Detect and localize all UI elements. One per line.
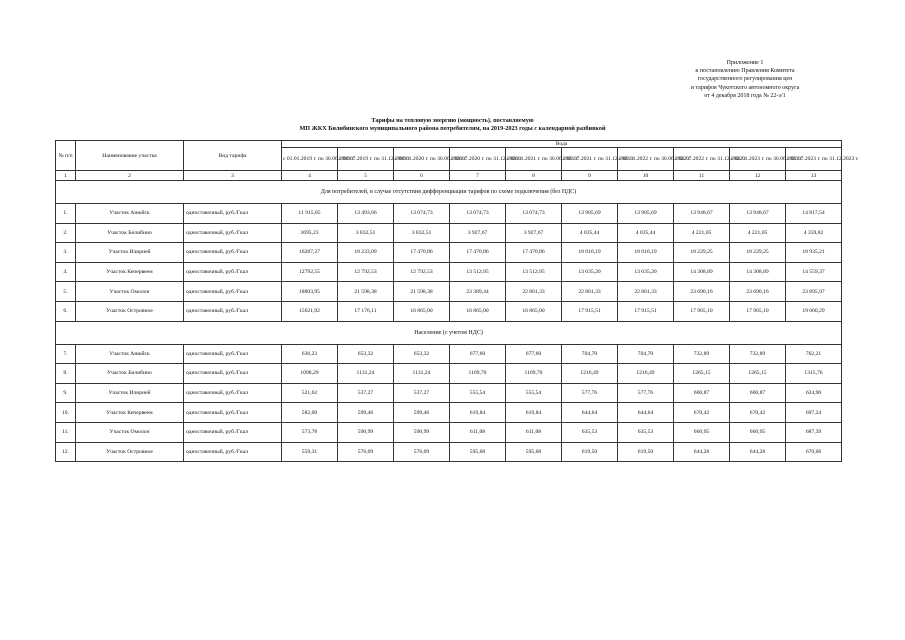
row-value: 599,46 — [394, 403, 450, 423]
row-value: 13 512,95 — [506, 262, 562, 282]
row-value: 1265,15 — [674, 364, 730, 384]
row-value: 619,84 — [450, 403, 506, 423]
table-row — [56, 243, 842, 263]
row-value: 624,90 — [786, 383, 842, 403]
row-value: 670,06 — [786, 442, 842, 462]
row-value: 18 229,25 — [730, 243, 786, 263]
header-period: с 01.01.2021 г. по 30.06.2021 г. — [506, 148, 562, 171]
row-value: 600,87 — [674, 383, 730, 403]
column-number: 3 — [184, 171, 282, 181]
row-tariff-type: одноставочный, руб./Гкал — [184, 364, 282, 384]
row-number: 4. — [56, 262, 76, 282]
row-value: 13 948,67 — [674, 204, 730, 224]
row-value: 619,50 — [562, 442, 618, 462]
row-value: 644,28 — [674, 442, 730, 462]
document-title — [0, 117, 905, 133]
row-site-name: Участок Омолон — [76, 422, 184, 442]
row-value: 17 965,10 — [730, 301, 786, 321]
row-value: 14 817,54 — [786, 204, 842, 224]
row-tariff-type: одноставочный, руб./Гкал — [184, 344, 282, 364]
row-value: 687,39 — [786, 422, 842, 442]
table-row — [56, 403, 842, 423]
title-line: Тарифы на тепловую энергию (мощность), поставляемую — [371, 117, 534, 124]
row-value: 21 598,38 — [394, 282, 450, 302]
row-value: 576,09 — [338, 442, 394, 462]
row-value: 644,64 — [562, 403, 618, 423]
header-period: с 01.07.2020 г. по 31.12.2020 г. — [450, 148, 506, 171]
header-period: с 01.07.2019 г. по 31.12.2019 г. — [338, 148, 394, 171]
row-value: 23 895,97 — [786, 282, 842, 302]
row-value: 636,23 — [282, 344, 338, 364]
table-row — [56, 301, 842, 321]
row-tariff-type: одноставочный, руб./Гкал — [184, 223, 282, 243]
row-value: 14 308,89 — [730, 262, 786, 282]
row-value: 3 927,67 — [506, 223, 562, 243]
header-period: с 01.01.2019 г. по 30.06.2019 г. — [282, 148, 338, 171]
row-value: 704,70 — [618, 344, 674, 364]
row-site-name: Участок Билибино — [76, 223, 184, 243]
row-value: 653,32 — [394, 344, 450, 364]
row-tariff-type: одноставочный, руб./Гкал — [184, 262, 282, 282]
section-title: Для потребителей, в случае отсутствия дифференциации тарифов по схеме подключения (без НДС) — [56, 181, 842, 204]
row-value: 577,76 — [562, 383, 618, 403]
table-row — [56, 364, 842, 384]
row-value: 521,62 — [282, 383, 338, 403]
row-number: 6. — [56, 301, 76, 321]
row-value: 653,32 — [338, 344, 394, 364]
row-value: 13 074,73 — [506, 204, 562, 224]
header-period: с 01.07.2022 г. по 31.12.2022 г. — [674, 148, 730, 171]
column-number: 8 — [506, 171, 562, 181]
row-value: 677,60 — [450, 344, 506, 364]
header-row-group — [56, 141, 842, 148]
table-row — [56, 344, 842, 364]
header-type: Вид тарифа — [184, 141, 282, 171]
row-number: 2. — [56, 223, 76, 243]
column-number: 2 — [76, 171, 184, 181]
appendix-block — [640, 59, 850, 100]
table-row — [56, 282, 842, 302]
table-row — [56, 262, 842, 282]
column-number: 12 — [730, 171, 786, 181]
row-tariff-type: одноставочный, руб./Гкал — [184, 383, 282, 403]
row-value: 12 792,53 — [394, 262, 450, 282]
row-number: 10. — [56, 403, 76, 423]
row-value: 595,68 — [450, 442, 506, 462]
row-value: 559,31 — [282, 442, 338, 462]
row-value: 18 233,09 — [338, 243, 394, 263]
row-value: 3 832,51 — [338, 223, 394, 243]
row-value: 13 948,67 — [730, 204, 786, 224]
table-row — [56, 204, 842, 224]
row-value: 13 905,69 — [562, 204, 618, 224]
row-value: 635,53 — [562, 422, 618, 442]
column-number: 6 — [394, 171, 450, 181]
table-row — [56, 223, 842, 243]
row-tariff-type: одноставочный, руб./Гкал — [184, 282, 282, 302]
row-site-name: Участок Илирней — [76, 243, 184, 263]
row-value: 17 470,86 — [450, 243, 506, 263]
row-value: 14 308,89 — [674, 262, 730, 282]
column-number: 7 — [450, 171, 506, 181]
row-value: 13 512,95 — [450, 262, 506, 282]
row-value: 21 598,38 — [338, 282, 394, 302]
row-number: 12. — [56, 442, 76, 462]
row-value: 619,84 — [506, 403, 562, 423]
row-number: 5. — [56, 282, 76, 302]
row-value: 590,99 — [394, 422, 450, 442]
row-value: 16 865,00 — [394, 301, 450, 321]
row-value: 22 801,33 — [506, 282, 562, 302]
row-value: 14 559,37 — [786, 262, 842, 282]
row-number: 3. — [56, 243, 76, 263]
column-number: 5 — [338, 171, 394, 181]
header-period: с 01.07.2021 г. по 31.12.2021 г. — [562, 148, 618, 171]
header-period: с 01.01.2023 г. по 30.06.2023 г. — [730, 148, 786, 171]
row-number: 9. — [56, 383, 76, 403]
row-value: 4 035,44 — [618, 223, 674, 243]
row-value: 4 359,82 — [786, 223, 842, 243]
row-site-name: Участок Илирней — [76, 383, 184, 403]
table-row — [56, 383, 842, 403]
row-value: 611,08 — [450, 422, 506, 442]
row-site-name: Участок Островное — [76, 442, 184, 462]
row-site-name: Участок Билибино — [76, 364, 184, 384]
column-number-row — [56, 171, 842, 181]
row-value: 17 176,11 — [338, 301, 394, 321]
header-num: № п/п — [56, 141, 76, 171]
row-value: 1169,70 — [450, 364, 506, 384]
column-number: 10 — [618, 171, 674, 181]
row-tariff-type: одноставочный, руб./Гкал — [184, 243, 282, 263]
row-number: 7. — [56, 344, 76, 364]
row-number: 8. — [56, 364, 76, 384]
column-number: 11 — [674, 171, 730, 181]
row-value: 17 470,86 — [506, 243, 562, 263]
row-value: 660,95 — [730, 422, 786, 442]
row-site-name: Участок Островное — [76, 301, 184, 321]
row-value: 635,53 — [618, 422, 674, 442]
row-value: 4 035,44 — [562, 223, 618, 243]
row-value: 1098,29 — [282, 364, 338, 384]
row-value: 18 935,21 — [786, 243, 842, 263]
row-value: 697,24 — [786, 403, 842, 423]
row-value: 555,54 — [506, 383, 562, 403]
row-value: 660,95 — [674, 422, 730, 442]
table-row — [56, 442, 842, 462]
row-site-name: Участок Кепервеем — [76, 262, 184, 282]
row-value: 4 221,05 — [730, 223, 786, 243]
row-value: 13 635,20 — [562, 262, 618, 282]
column-number: 9 — [562, 171, 618, 181]
row-value: 677,60 — [506, 344, 562, 364]
row-value: 670,42 — [730, 403, 786, 423]
row-site-name: Участок Омолон — [76, 282, 184, 302]
row-number: 11. — [56, 422, 76, 442]
row-value: 19 060,29 — [786, 301, 842, 321]
row-value: 12 792,53 — [338, 262, 394, 282]
row-value: 599,46 — [338, 403, 394, 423]
row-value: 18803,95 — [282, 282, 338, 302]
row-value: 13 635,20 — [618, 262, 674, 282]
appendix-line: от 4 декабря 2018 года № 22-э/1 — [704, 92, 786, 99]
column-number: 4 — [282, 171, 338, 181]
header-period: с 01.01.2022 г. по 30.06.2022 г. — [618, 148, 674, 171]
row-value: 12792,55 — [282, 262, 338, 282]
row-value: 595,68 — [506, 442, 562, 462]
row-site-name: Участок Анюйск — [76, 344, 184, 364]
table-row — [56, 422, 842, 442]
row-value: 3 927,67 — [450, 223, 506, 243]
row-value: 582,00 — [282, 403, 338, 423]
column-number: 1 — [56, 171, 76, 181]
row-value: 11 915,85 — [282, 204, 338, 224]
column-number: 13 — [786, 171, 842, 181]
row-value: 1131,24 — [394, 364, 450, 384]
section-title: Население (с учетом НДС) — [56, 321, 842, 344]
row-value: 762,21 — [786, 344, 842, 364]
row-value: 644,28 — [730, 442, 786, 462]
row-value: 1315,76 — [786, 364, 842, 384]
row-value: 13 074,73 — [450, 204, 506, 224]
section-row — [56, 321, 842, 344]
row-value: 670,42 — [674, 403, 730, 423]
row-tariff-type: одноставочный, руб./Гкал — [184, 442, 282, 462]
row-value: 18 016,19 — [562, 243, 618, 263]
row-value: 573,78 — [282, 422, 338, 442]
row-value: 619,50 — [618, 442, 674, 462]
row-tariff-type: одноставочный, руб./Гкал — [184, 204, 282, 224]
row-value: 3 832,51 — [394, 223, 450, 243]
section-row — [56, 181, 842, 204]
row-value: 16 865,00 — [506, 301, 562, 321]
row-value: 22 801,33 — [562, 282, 618, 302]
row-value: 555,54 — [450, 383, 506, 403]
row-number: 1. — [56, 204, 76, 224]
row-site-name: Участок Анюйск — [76, 204, 184, 224]
row-value: 611,08 — [506, 422, 562, 442]
row-value: 1131,24 — [338, 364, 394, 384]
appendix-line: государственного регулирования цен — [697, 76, 793, 83]
header-name: Наименование участка — [76, 141, 184, 171]
row-value: 23 690,16 — [730, 282, 786, 302]
row-value: 13 905,69 — [618, 204, 674, 224]
appendix-line: Приложение 1 — [726, 60, 764, 66]
row-value: 13 493,66 — [338, 204, 394, 224]
row-value: 17 915,51 — [562, 301, 618, 321]
row-value: 537,27 — [394, 383, 450, 403]
row-value: 1216,49 — [562, 364, 618, 384]
row-site-name: Участок Кепервеем — [76, 403, 184, 423]
row-value: 4 221,05 — [674, 223, 730, 243]
row-value: 22 801,33 — [618, 282, 674, 302]
row-value: 576,09 — [394, 442, 450, 462]
row-value: 600,87 — [730, 383, 786, 403]
row-tariff-type: одноставочный, руб./Гкал — [184, 301, 282, 321]
row-value: 537,27 — [338, 383, 394, 403]
row-value: 732,89 — [674, 344, 730, 364]
row-value: 732,89 — [730, 344, 786, 364]
row-value: 16 865,00 — [450, 301, 506, 321]
tariff-table — [55, 140, 859, 462]
row-value: 704,70 — [562, 344, 618, 364]
row-value: 577,76 — [618, 383, 674, 403]
row-value: 15621,92 — [282, 301, 338, 321]
title-line: МП ЖКХ Билибинского муниципального района потребителям, на 2019-2023 годы с календарной разбивкой — [299, 125, 606, 132]
row-value: 17 965,10 — [674, 301, 730, 321]
row-value: 1169,70 — [506, 364, 562, 384]
header-period: с 01.07.2023 г. по 31.12.2023 г. — [786, 148, 842, 171]
row-value: 23 690,16 — [674, 282, 730, 302]
appendix-line: к постановлению Правления Комитета — [695, 68, 795, 75]
row-value: 3695,23 — [282, 223, 338, 243]
header-voda: Вода — [282, 141, 842, 148]
row-value: 644,64 — [618, 403, 674, 423]
row-value: 1216,49 — [618, 364, 674, 384]
row-value: 13 074,73 — [394, 204, 450, 224]
row-tariff-type: одноставочный, руб./Гкал — [184, 422, 282, 442]
row-value: 1265,15 — [730, 364, 786, 384]
row-value: 16287,27 — [282, 243, 338, 263]
row-value: 23 389,44 — [450, 282, 506, 302]
appendix-line: и тарифов Чукотского автономного округа — [690, 84, 800, 91]
row-value: 17 470,86 — [394, 243, 450, 263]
row-value: 18 016,19 — [618, 243, 674, 263]
row-value: 590,99 — [338, 422, 394, 442]
header-period: с 01.01.2020 г. по 30.06.2020 г. — [394, 148, 450, 171]
row-tariff-type: одноставочный, руб./Гкал — [184, 403, 282, 423]
row-value: 18 229,25 — [674, 243, 730, 263]
row-value: 17 915,51 — [618, 301, 674, 321]
